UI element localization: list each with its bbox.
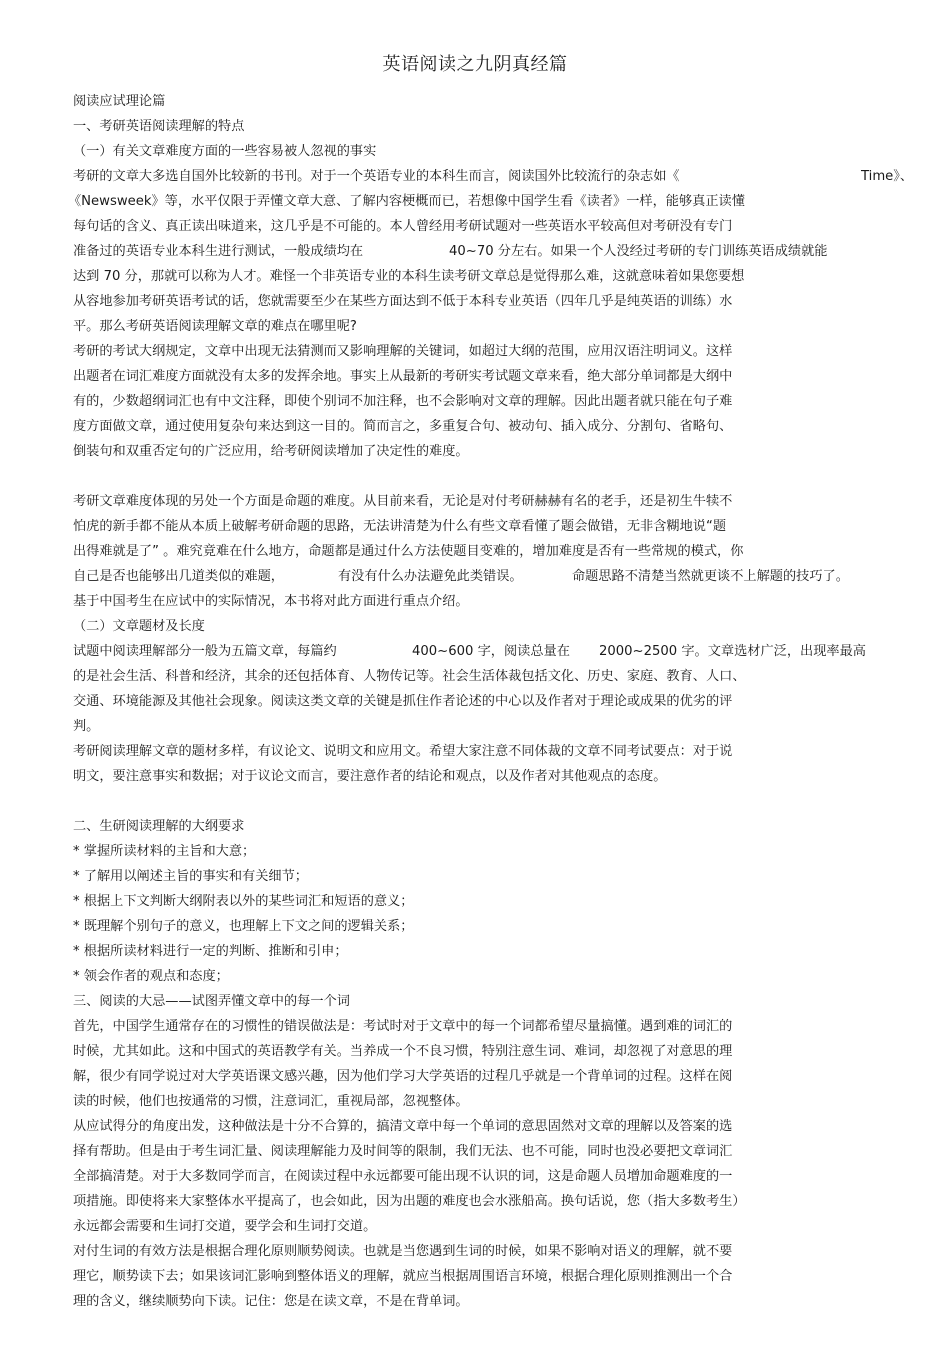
paragraph-line: 从容地参加考研英语考试的话，您就需要至少在某些方面达到不低于本科专业英语（四年几乎是纯英语的训练）水: [73, 294, 733, 309]
paragraph-line: 出得难就是了” 。难究竟难在什么地方，命题都是通过什么方法使题目变难的，增加难度是否有一些常规的模式，你: [73, 544, 744, 559]
paragraph-line: 判。: [73, 719, 100, 734]
paragraph-line: 有的，少数超纲词汇也有中文注释，即使个别词不加注释，也不会影响对文章的理解。因此出题者就只能在句子难: [73, 394, 733, 409]
section-heading: 一、考研英语阅读理解的特点: [73, 119, 245, 134]
paragraph-line: 交通、环境能源及其他社会现象。阅读这类文章的关键是抓住作者论述的中心以及作者对于理论或成果的优劣的评: [73, 694, 733, 709]
list-item: * 既理解个别句子的意义，也理解上下文之间的逻辑关系；: [73, 919, 414, 934]
paragraph-line: 度方面做文章，通过使用复杂句来达到这一目的。简而言之，多重复合句、被动句、插入成分、分割句、省略句、: [73, 419, 733, 434]
paragraph-line: 对付生词的有效方法是根据合理化原则顺势阅读。也就是当您遇到生词的时候，如果不影响对语义的理解，就不要: [73, 1244, 733, 1259]
paragraph-line: 命题思路不清楚当然就更谈不上解题的技巧了。: [572, 569, 849, 584]
list-item: * 根据所读材料进行一定的判断、推断和引申；: [73, 944, 348, 959]
paragraph-line: 怕虎的新手都不能从本质上破解考研命题的思路，无法讲清楚为什么有些文章看懂了题会做错，无非含糊地说“题: [73, 519, 727, 534]
paragraph-line: 择有帮助。但是由于考生词汇量、阅读理解能力及时间等的限制，我们无法、也不可能，同时也没必要把文章词汇: [73, 1144, 733, 1159]
document-title: 英语阅读之九阴真经篇: [382, 54, 568, 75]
section-heading: 三、阅读的大忌——试图弄懂文章中的每一个词: [73, 994, 350, 1009]
paragraph-line: 400~600 字，阅读总量在: [412, 644, 570, 659]
paragraph-line: 全部搞清楚。对于大多数同学而言，在阅读过程中永远都要可能出现不认识的词，这是命题人员增加命题难度的一: [73, 1169, 733, 1184]
paragraph-line: 的是社会生活、科普和经济，其余的还包括体育、人物传记等。社会生活体裁包括文化、历史、家庭、教育、人口、: [73, 669, 746, 684]
section-heading: 二、生研阅读理解的大纲要求: [73, 819, 245, 834]
section-heading: 阅读应试理论篇: [73, 94, 166, 109]
paragraph-line: 2000~2500 字。文章选材广泛，出现率最高: [599, 644, 866, 659]
paragraph-line: 解，很少有同学说过对大学英语课文感兴趣，因为他们学习大学英语的过程几乎就是一个背单词的过程。这样在阅: [73, 1069, 733, 1084]
paragraph-line: 时候，尤其如此。这和中国式的英语教学有关。当养成一个不良习惯，特别注意生词、难词，却忽视了对意思的理: [73, 1044, 733, 1059]
subsection-heading: （一）有关文章难度方面的一些容易被人忽视的事实: [73, 144, 377, 159]
paragraph-line: 明文，要注意事实和数据；对于议论文而言，要注意作者的结论和观点，以及作者对其他观点的态度。: [73, 769, 667, 784]
paragraph-line: 从应试得分的角度出发，这种做法是十分不合算的，搞清文章中每一个单词的意思固然对文章的理解以及答案的选: [73, 1119, 733, 1134]
list-item: * 根据上下文判断大纲附表以外的某些词汇和短语的意义；: [73, 894, 414, 909]
paragraph-line: 倒装句和双重否定句的广泛应用，给考研阅读增加了决定性的难度。: [73, 444, 469, 459]
paragraph-line: 40~70 分左右。如果一个人没经过考研的专门训练英语成绩就能: [449, 244, 828, 259]
paragraph-line: 永远都会需要和生词打交道，要学会和生词打交道。: [73, 1219, 377, 1234]
list-item: * 掌握所读材料的主旨和大意；: [73, 844, 256, 859]
paragraph-line: 《Newsweek》等，水平仅限于弄懂文章大意、了解内容梗概而已，若想像中国学生看《读者》一样，能够真正读懂: [68, 194, 745, 209]
paragraph-line: Time》、: [861, 169, 914, 184]
paragraph-line: 理它，顺势读下去；如果该词汇影响到整体语义的理解，就应当根据周围语言环境，根据合理化原则推测出一个合: [73, 1269, 733, 1284]
paragraph-line: 准备过的英语专业本科生进行测试，一般成绩均在: [73, 244, 364, 259]
paragraph-line: 考研文章难度体现的另处一个方面是命题的难度。从目前来看，无论是对付考研赫赫有名的老手，还是初生牛犊不: [73, 494, 733, 509]
list-item: * 了解用以阐述主旨的事实和有关细节；: [73, 869, 308, 884]
paragraph-line: 项措施。即使将来大家整体水平提高了，也会如此，因为出题的难度也会水涨船高。换句话说，您（指大多数考生）: [73, 1194, 746, 1209]
paragraph-line: 试题中阅读理解部分一般为五篇文章，每篇约: [73, 644, 337, 659]
paragraph-line: 有没有什么办法避免此类错误。: [338, 569, 523, 584]
paragraph-line: 考研的考试大纲规定，文章中出现无法猜测而又影响理解的关键词，如超过大纲的范围，应用汉语注明词义。这样: [73, 344, 733, 359]
paragraph-line: 达到 70 分，那就可以称为人才。难怪一个非英语专业的本科生读考研文章总是觉得那么难，这就意味着如果您要想: [73, 269, 745, 284]
paragraph-line: 平。那么考研英语阅读理解文章的难点在哪里呢?: [73, 319, 357, 334]
subsection-heading: （二）文章题材及长度: [73, 619, 205, 634]
paragraph-line: 首先，中国学生通常存在的习惯性的错误做法是：考试时对于文章中的每一个词都希望尽量搞懂。遇到难的词汇的: [73, 1019, 733, 1034]
paragraph-line: 基于中国考生在应试中的实际情况，本书将对此方面进行重点介绍。: [73, 594, 469, 609]
paragraph-line: 理的含义，继续顺势向下读。记住：您是在读文章，不是在背单词。: [73, 1294, 469, 1309]
paragraph-line: 自己是否也能够出几道类似的难题，: [73, 569, 284, 584]
paragraph-line: 读的时候，他们也按通常的习惯，注意词汇，重视局部，忽视整体。: [73, 1094, 469, 1109]
list-item: * 领会作者的观点和态度；: [73, 969, 229, 984]
paragraph-line: 每句话的含义、真正读出味道来，这几乎是不可能的。本人曾经用考研试题对一些英语水平较高但对考研没有专门: [73, 219, 733, 234]
paragraph-line: 考研的文章大多选自国外比较新的书刊。对于一个英语专业的本科生而言，阅读国外比较流行的杂志如《: [73, 169, 680, 184]
paragraph-line: 出题者在词汇难度方面就没有太多的发挥余地。事实上从最新的考研实考试题文章来看，绝大部分单词都是大纲中: [73, 369, 733, 384]
paragraph-line: 考研阅读理解文章的题材多样，有议论文、说明文和应用文。希望大家注意不同体裁的文章不同考试要点：对于说: [73, 744, 733, 759]
